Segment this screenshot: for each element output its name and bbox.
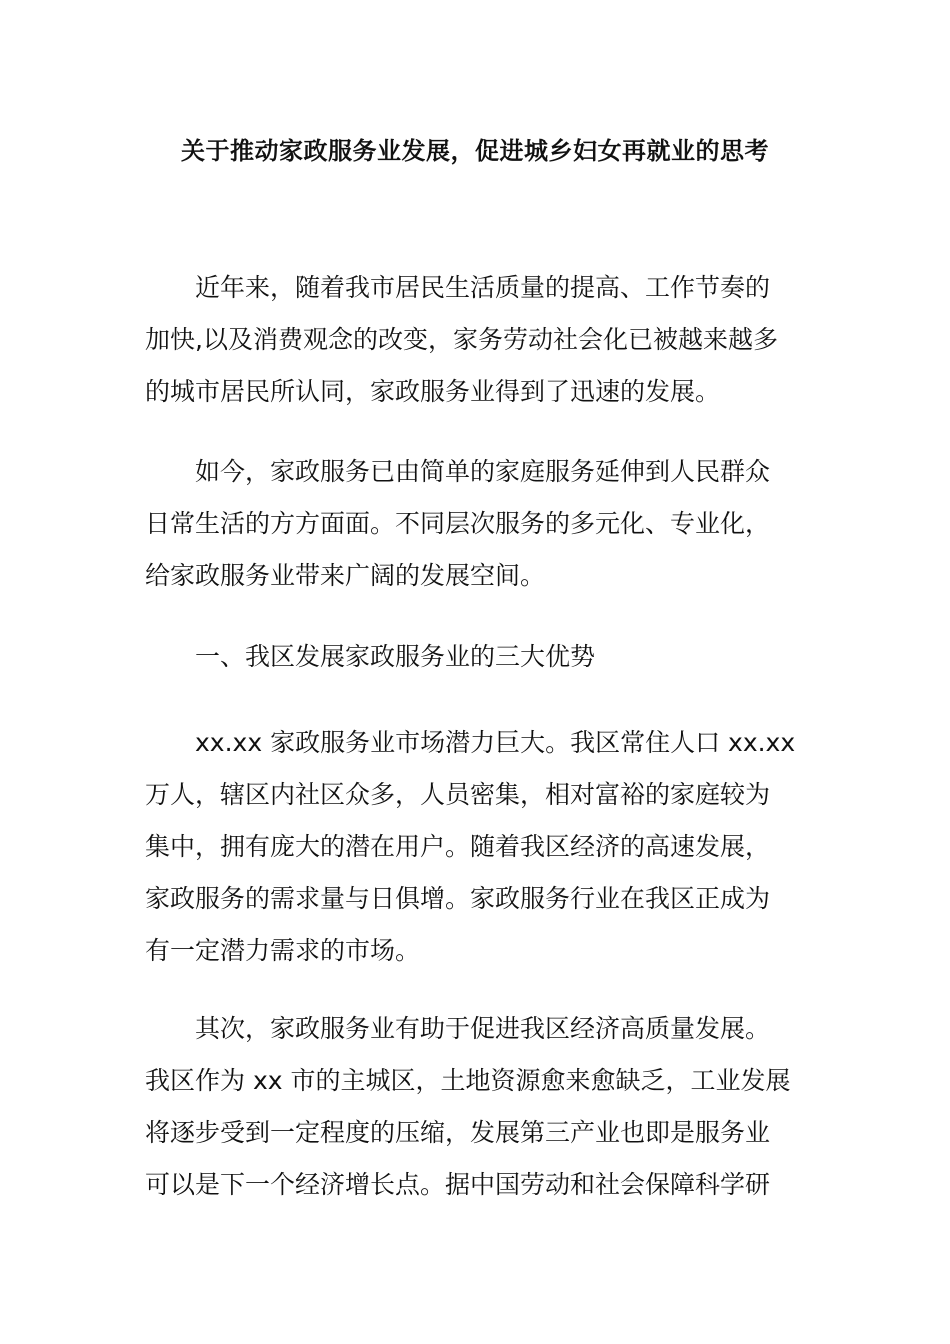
paragraph-line: 日常生活的方方面面。不同层次服务的多元化、专业化， <box>145 509 771 538</box>
paragraph-line: 集中，拥有庞大的潜在用户。随着我区经济的高速发展， <box>145 832 771 861</box>
paragraph-intro <box>145 262 810 418</box>
paragraph-economic-growth <box>145 1003 810 1211</box>
paragraph-line: 我区作为 xx 市的主城区，土地资源愈来愈缺乏，工业发展 <box>145 1066 791 1095</box>
paragraph-line: 近年来，随着我市居民生活质量的提高、工作节奏的 <box>195 273 771 302</box>
document-title: 关于推动家政服务业发展，促进城乡妇女再就业的思考 <box>181 137 769 165</box>
paragraph-line: 给家政服务业带来广阔的发展空间。 <box>145 561 546 590</box>
section-heading-text: 一、我区发展家政服务业的三大优势 <box>195 642 596 671</box>
paragraph-line: 家政服务的需求量与日俱增。家政服务行业在我区正成为 <box>145 884 771 913</box>
section-heading <box>145 631 810 683</box>
paragraph-line: 如今，家政服务已由简单的家庭服务延伸到人民群众 <box>195 457 771 486</box>
paragraph-line: 其次，家政服务业有助于促进我区经济高质量发展。 <box>195 1014 771 1043</box>
paragraph-line: 万人，辖区内社区众多，人员密集，相对富裕的家庭较为 <box>145 780 771 809</box>
paragraph-nowadays <box>145 446 810 602</box>
paragraph-line: 将逐步受到一定程度的压缩，发展第三产业也即是服务业 <box>145 1118 771 1147</box>
paragraph-market-potential <box>145 717 810 977</box>
paragraph-line: 可以是下一个经济增长点。据中国劳动和社会保障科学研 <box>145 1170 771 1199</box>
paragraph-line: xx.xx 家政服务业市场潜力巨大。我区常住人口 xx.xx <box>195 728 796 757</box>
paragraph-line: 加快,以及消费观念的改变，家务劳动社会化已被越来越多 <box>145 325 778 354</box>
paragraph-line: 的城市居民所认同，家政服务业得到了迅速的发展。 <box>145 377 721 406</box>
paragraph-line: 有一定潜力需求的市场。 <box>145 936 421 965</box>
